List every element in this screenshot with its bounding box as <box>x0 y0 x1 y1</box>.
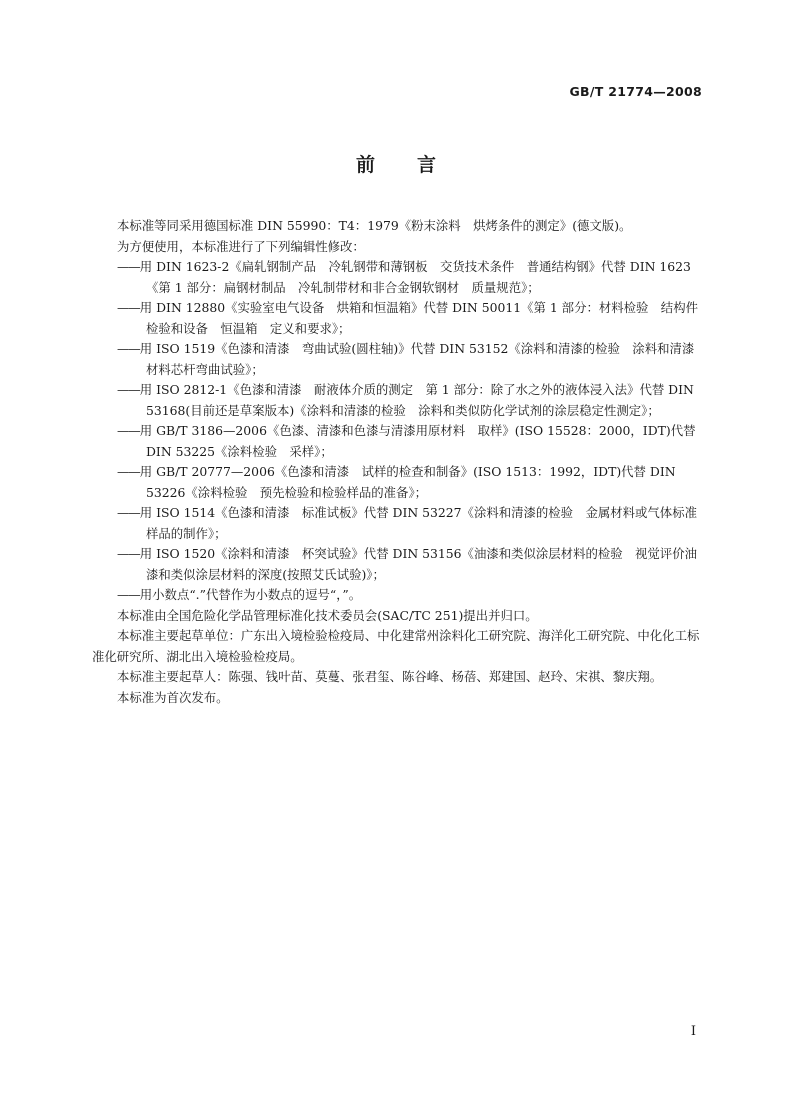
list-item-text: 用小数点“.”代替作为小数点的逗号“，”。 <box>139 587 362 602</box>
dash-marker: —— <box>117 423 140 438</box>
list-item <box>92 585 704 606</box>
closing-paragraph: 本标准主要起草人：陈强、钱叶苗、莫蔓、张君玺、陈谷峰、杨蓓、郑建国、赵玲、宋祺、黎庆翔。 <box>117 669 663 684</box>
dash-marker: —— <box>117 382 140 397</box>
list-item <box>92 544 704 585</box>
dash-marker: —— <box>117 546 140 561</box>
page-number: I <box>690 1024 696 1039</box>
page-title: 前言 <box>355 154 478 176</box>
dash-marker: —— <box>117 259 140 274</box>
list-item-text: 用 ISO 2812-1《色漆和清漆 耐液体介质的测定 第 1 部分：除了水之外的液体浸入法》代替 DIN 53168(目前还是草案版本)《涂料和清漆的检验 涂料和类似防化学试剂的涂层稳定性测定》； <box>139 382 694 418</box>
intro-paragraph: 本标准等同采用德国标准 DIN 55990：T4：1979《粉末涂料 烘烤条件的测定》(德文版)。 <box>117 218 632 233</box>
list-item <box>92 462 704 503</box>
closing-paragraph: 本标准由全国危险化学品管理标准化技术委员会(SAC/TC 251)提出并归口。 <box>117 607 538 623</box>
list-item-text: 用 GB/T 3186—2006《色漆、清漆和色漆与清漆用原材料 取样》(ISO 15528：2000，IDT)代替 DIN 53225《涂料检验 采样》； <box>139 423 696 459</box>
dash-marker: —— <box>117 464 140 479</box>
list-item <box>92 257 704 298</box>
dash-marker: —— <box>117 341 140 356</box>
list-item-text: 用 ISO 1520《涂料和清漆 杯突试验》代替 DIN 53156《油漆和类似涂层材料的检验 视觉评价油漆和类似涂层材料的深度(按照艾氏试验)》； <box>139 546 697 582</box>
list-item-text: 用 DIN 1623-2《扁轧钢制产品 冷轧钢带和薄钢板 交货技术条件 普通结构钢》代替 DIN 1623《第 1 部分：扁钢材制品 冷轧制带材和非合金钢软钢材 质量规范》； <box>139 259 691 295</box>
list-item <box>92 339 704 380</box>
dash-marker: —— <box>117 300 140 315</box>
list-item <box>92 503 704 544</box>
dash-marker: —— <box>117 587 140 602</box>
closing-paragraph: 本标准主要起草单位：广东出入境检验检疫局、中化建常州涂料化工研究院、海洋化工研究院、中化化工标准化研究所、湖北出入境检验检疫局。 <box>92 628 700 664</box>
list-item-text: 用 ISO 1519《色漆和清漆 弯曲试验(圆柱轴)》代替 DIN 53152《涂料和清漆的检验 涂料和清漆材料芯杆弯曲试验》； <box>139 341 695 377</box>
list-item-text: 用 DIN 12880《实验室电气设备 烘箱和恒温箱》代替 DIN 50011《第 1 部分：材料检验 结构件检验和设备 恒温箱 定义和要求》； <box>139 300 698 336</box>
closing-paragraph: 本标准为首次发布。 <box>117 689 229 705</box>
dash-marker: —— <box>117 505 140 520</box>
list-item-text: 用 ISO 1514《色漆和清漆 标准试板》代替 DIN 53227《涂料和清漆的检验 金属材料或气体标准样品的制作》； <box>139 505 697 541</box>
list-item <box>92 380 704 421</box>
document-body <box>92 216 704 708</box>
list-item <box>92 421 704 462</box>
list-item-text: 用 GB/T 20777—2006《色漆和清漆 试样的检查和制备》(ISO 1513：1992，IDT)代替 DIN 53226《涂料检验 预先检验和检验样品的准备》； <box>139 464 676 500</box>
standard-code: GB/T 21774—2008 <box>569 84 702 99</box>
list-item <box>92 298 704 339</box>
intro-paragraph: 为方便使用，本标准进行了下列编辑性修改： <box>117 238 365 254</box>
